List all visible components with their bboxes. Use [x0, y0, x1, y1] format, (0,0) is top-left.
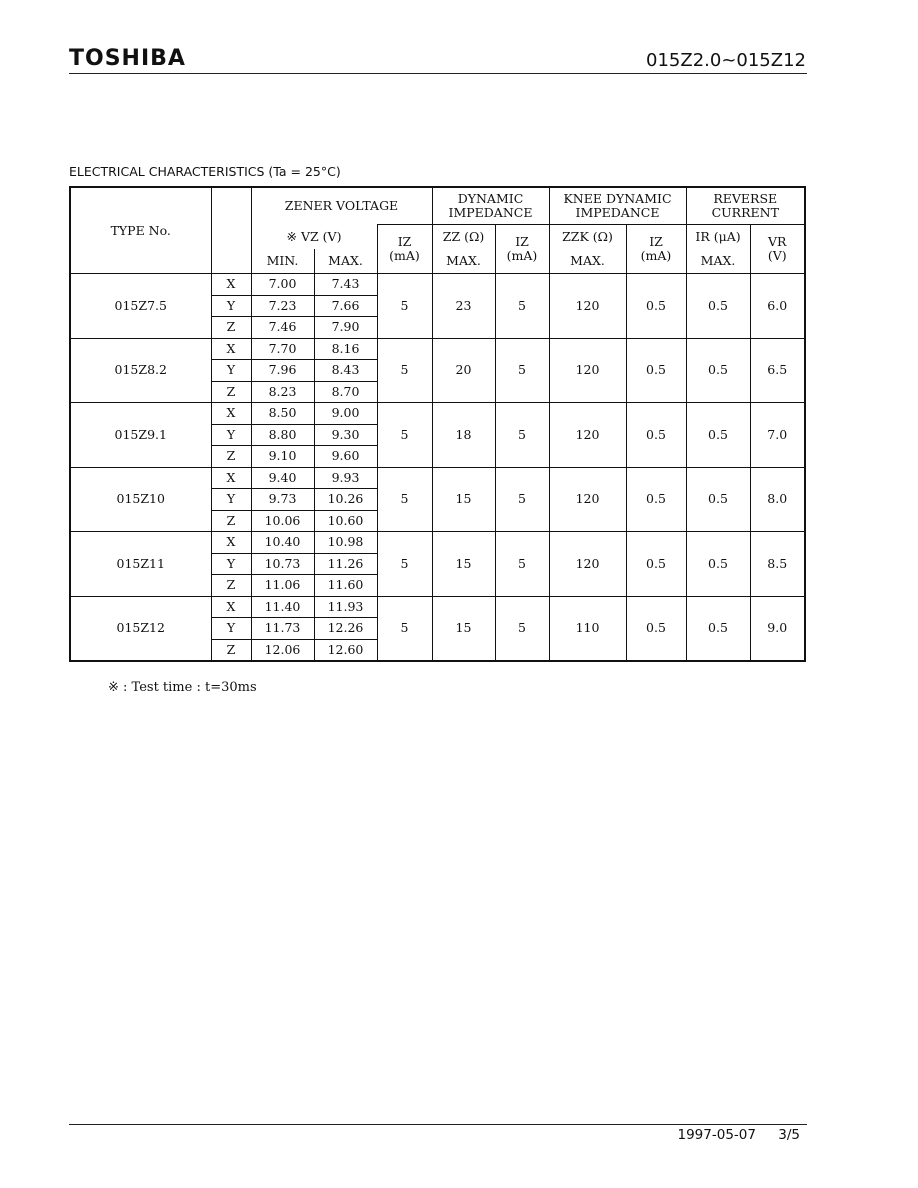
- rank-cell: Z: [211, 446, 251, 468]
- type-no-header: TYPE No.: [70, 187, 211, 274]
- vr-header: [750, 225, 805, 274]
- iz-label: IZ: [397, 234, 412, 250]
- zzk-max-cell: 110: [549, 596, 626, 661]
- vz-min-header: MIN.: [251, 249, 314, 274]
- zzk-max-cell: 120: [549, 403, 626, 468]
- vz-max-cell: 7.90: [314, 317, 377, 339]
- table-caption: ELECTRICAL CHARACTERISTICS (Ta = 25°C): [69, 164, 341, 179]
- iz2-cell: 5: [495, 338, 549, 403]
- iz-cell: 5: [377, 338, 432, 403]
- rank-cell: Z: [211, 381, 251, 403]
- vz-max-cell: 7.43: [314, 274, 377, 296]
- rank-cell: Y: [211, 489, 251, 511]
- table-row: [70, 596, 805, 618]
- table-body: [70, 274, 805, 662]
- zzk-max-cell: 120: [549, 467, 626, 532]
- iz-unit: (mA): [389, 248, 420, 263]
- vr-cell: 8.5: [750, 532, 805, 597]
- vz-max-cell: 11.93: [314, 596, 377, 618]
- rank-cell: Y: [211, 295, 251, 317]
- vr-cell: 6.5: [750, 338, 805, 403]
- type-number-cell: 015Z10: [70, 467, 211, 532]
- zzk-max-cell: 120: [549, 274, 626, 339]
- iz2-cell: 5: [495, 403, 549, 468]
- rank-cell: Z: [211, 317, 251, 339]
- ir-max-header: MAX.: [686, 249, 750, 274]
- ir-max-cell: 0.5: [686, 274, 750, 339]
- ir-max-cell: 0.5: [686, 467, 750, 532]
- zz-max-cell: 23: [432, 274, 495, 339]
- vz-min-cell: 7.23: [251, 295, 314, 317]
- vz-max-cell: 12.26: [314, 618, 377, 640]
- iz-cell: 5: [377, 403, 432, 468]
- vz-header: ※ VZ (V): [251, 225, 377, 249]
- rank-header: [211, 187, 251, 274]
- table-row: [70, 532, 805, 554]
- vz-max-cell: 9.93: [314, 467, 377, 489]
- type-number-cell: 015Z8.2: [70, 338, 211, 403]
- dynamic-impedance-header: DYNAMIC IMPEDANCE: [432, 187, 549, 225]
- vr-label: VR: [768, 234, 787, 250]
- zz-max-cell: 15: [432, 467, 495, 532]
- vz-min-cell: 7.00: [251, 274, 314, 296]
- vr-cell: 8.0: [750, 467, 805, 532]
- type-number-cell: 015Z9.1: [70, 403, 211, 468]
- rank-cell: Y: [211, 424, 251, 446]
- iz-cell: 5: [377, 532, 432, 597]
- vr-cell: 7.0: [750, 403, 805, 468]
- vz-max-cell: 8.16: [314, 338, 377, 360]
- vz-min-cell: 9.10: [251, 446, 314, 468]
- zzk-header: ZZK (Ω): [549, 225, 626, 249]
- vz-min-cell: 12.06: [251, 639, 314, 661]
- vz-min-cell: 8.23: [251, 381, 314, 403]
- zener-voltage-header: ZENER VOLTAGE: [251, 187, 432, 225]
- iz2-cell: 5: [495, 532, 549, 597]
- rank-cell: Y: [211, 553, 251, 575]
- vr-unit: (V): [767, 248, 787, 263]
- vz-min-cell: 8.80: [251, 424, 314, 446]
- vz-max-header: MAX.: [314, 249, 377, 274]
- vz-min-cell: 11.40: [251, 596, 314, 618]
- vz-max-cell: 10.60: [314, 510, 377, 532]
- footer-date: 1997-05-07: [677, 1127, 756, 1143]
- zzk-max-cell: 120: [549, 338, 626, 403]
- iz3-cell: 0.5: [626, 467, 686, 532]
- vz-max-cell: 11.60: [314, 575, 377, 597]
- iz2-cell: 5: [495, 596, 549, 661]
- vz-min-cell: 10.73: [251, 553, 314, 575]
- iz-header-1: [377, 225, 432, 274]
- iz2-cell: 5: [495, 274, 549, 339]
- ir-max-cell: 0.5: [686, 403, 750, 468]
- vz-max-cell: 11.26: [314, 553, 377, 575]
- zz-max-cell: 15: [432, 596, 495, 661]
- vz-min-cell: 9.73: [251, 489, 314, 511]
- vz-max-cell: 9.60: [314, 446, 377, 468]
- ir-max-cell: 0.5: [686, 596, 750, 661]
- iz-header-2: [495, 225, 549, 274]
- iz2-cell: 5: [495, 467, 549, 532]
- test-time-note: ※ : Test time : t=30ms: [108, 680, 257, 695]
- rank-cell: Y: [211, 618, 251, 640]
- brand-logo: TOSHIBA: [69, 46, 186, 71]
- vz-min-cell: 9.40: [251, 467, 314, 489]
- rank-cell: X: [211, 467, 251, 489]
- iz-cell: 5: [377, 467, 432, 532]
- document-part-range: 015Z2.0~015Z12: [646, 50, 806, 71]
- zzk-max-cell: 120: [549, 532, 626, 597]
- table-row: [70, 467, 805, 489]
- reverse-current-header: REVERSE CURRENT: [686, 187, 805, 225]
- footer-page: 3/5: [778, 1127, 800, 1143]
- rank-cell: Z: [211, 575, 251, 597]
- rank-cell: X: [211, 532, 251, 554]
- iz3-cell: 0.5: [626, 596, 686, 661]
- iz-cell: 5: [377, 274, 432, 339]
- vr-cell: 6.0: [750, 274, 805, 339]
- vz-max-cell: 12.60: [314, 639, 377, 661]
- ir-header: IR (μA): [686, 225, 750, 249]
- footer: [660, 1127, 801, 1143]
- footer-divider: [69, 1124, 807, 1125]
- iz3-cell: 0.5: [626, 338, 686, 403]
- vz-min-cell: 11.06: [251, 575, 314, 597]
- knee-dynamic-impedance-header: KNEE DYNAMIC IMPEDANCE: [549, 187, 686, 225]
- zz-max-cell: 15: [432, 532, 495, 597]
- table-row: [70, 338, 805, 360]
- vz-max-cell: 8.70: [314, 381, 377, 403]
- header-divider: [69, 73, 807, 74]
- vz-max-cell: 7.66: [314, 295, 377, 317]
- rank-cell: Y: [211, 360, 251, 382]
- iz-header-3: [626, 225, 686, 274]
- iz-cell: 5: [377, 596, 432, 661]
- electrical-characteristics-table: [69, 186, 806, 662]
- zzk-max-header: MAX.: [549, 249, 626, 274]
- iz3-cell: 0.5: [626, 403, 686, 468]
- ir-max-cell: 0.5: [686, 532, 750, 597]
- vz-max-cell: 10.98: [314, 532, 377, 554]
- rank-cell: Z: [211, 639, 251, 661]
- zz-max-cell: 18: [432, 403, 495, 468]
- rank-cell: X: [211, 596, 251, 618]
- iz-unit: (mA): [506, 248, 538, 263]
- vz-min-cell: 7.46: [251, 317, 314, 339]
- vz-max-cell: 8.43: [314, 360, 377, 382]
- iz-unit: (mA): [640, 248, 672, 263]
- table-row: [70, 274, 805, 296]
- vz-min-cell: 8.50: [251, 403, 314, 425]
- zz-max-header: MAX.: [432, 249, 495, 274]
- iz-label: IZ: [649, 234, 663, 250]
- table-row: [70, 403, 805, 425]
- iz3-cell: 0.5: [626, 274, 686, 339]
- iz-label: IZ: [515, 234, 529, 250]
- type-number-cell: 015Z12: [70, 596, 211, 661]
- vz-min-cell: 7.96: [251, 360, 314, 382]
- vz-min-cell: 10.06: [251, 510, 314, 532]
- zz-max-cell: 20: [432, 338, 495, 403]
- vz-max-cell: 9.30: [314, 424, 377, 446]
- vr-cell: 9.0: [750, 596, 805, 661]
- rank-cell: X: [211, 338, 251, 360]
- vz-min-cell: 7.70: [251, 338, 314, 360]
- rank-cell: X: [211, 403, 251, 425]
- ir-max-cell: 0.5: [686, 338, 750, 403]
- zz-header: ZZ (Ω): [432, 225, 495, 249]
- type-number-cell: 015Z7.5: [70, 274, 211, 339]
- rank-cell: Z: [211, 510, 251, 532]
- vz-min-cell: 11.73: [251, 618, 314, 640]
- rank-cell: X: [211, 274, 251, 296]
- iz3-cell: 0.5: [626, 532, 686, 597]
- vz-max-cell: 9.00: [314, 403, 377, 425]
- vz-max-cell: 10.26: [314, 489, 377, 511]
- vz-min-cell: 10.40: [251, 532, 314, 554]
- type-number-cell: 015Z11: [70, 532, 211, 597]
